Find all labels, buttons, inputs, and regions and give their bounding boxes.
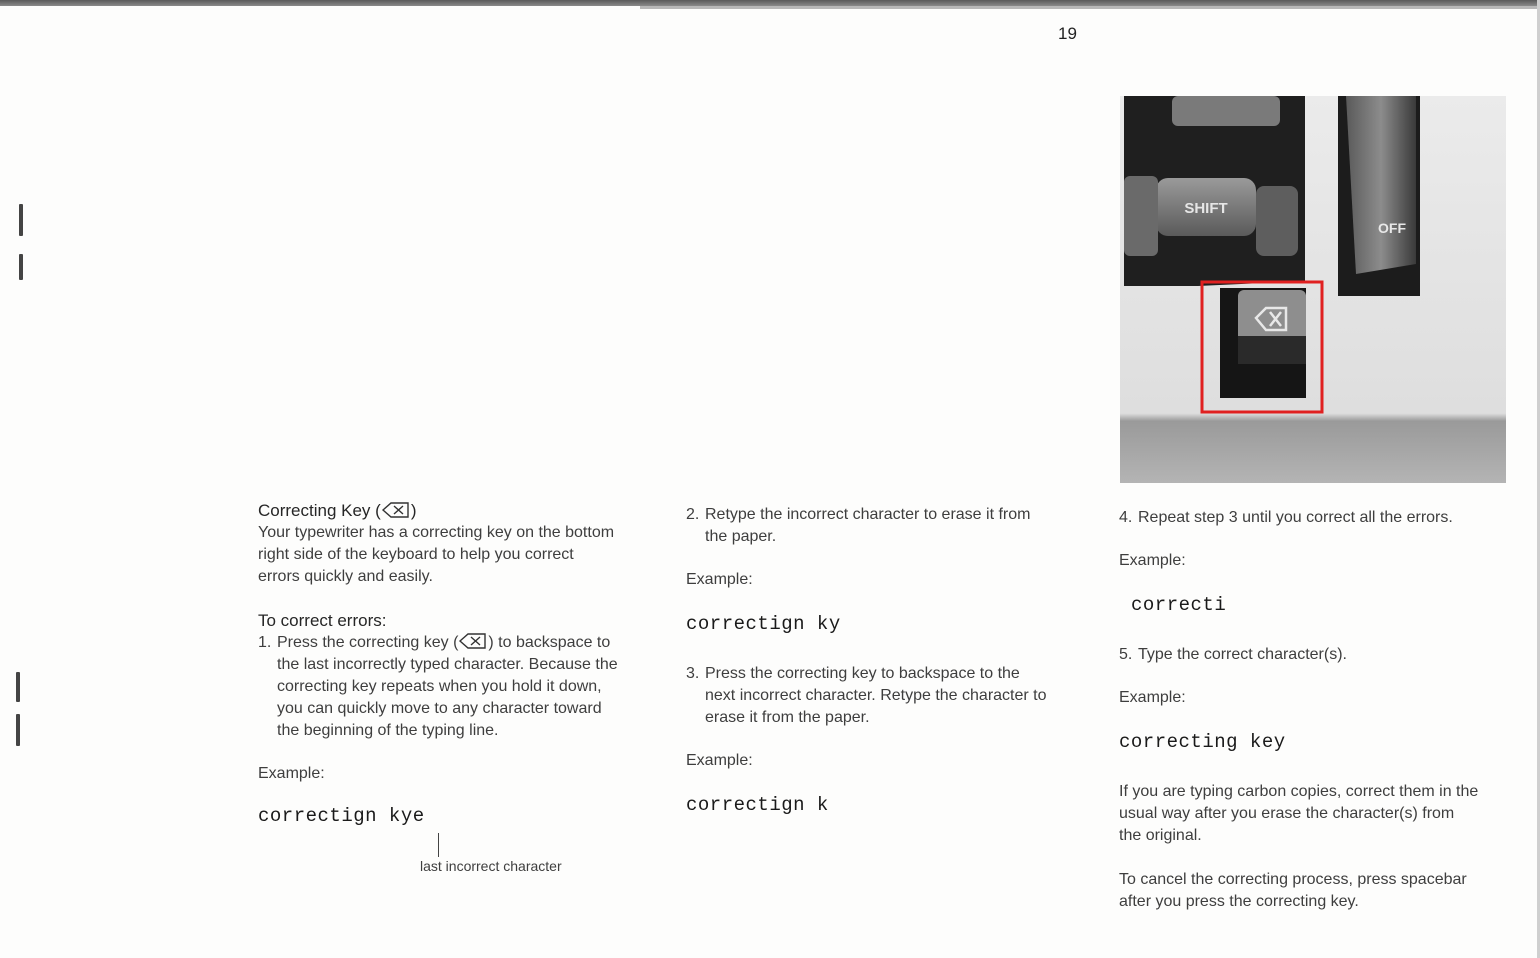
example-text: correcti bbox=[1131, 594, 1227, 616]
example-label: Example: bbox=[686, 752, 753, 769]
example-text: correctign kye bbox=[258, 805, 425, 827]
example-text: correctign ky bbox=[686, 613, 841, 635]
right-column bbox=[1119, 507, 1529, 913]
note-line: usual way after you erase the character(s) from bbox=[1119, 805, 1455, 822]
intro-line: errors quickly and easily. bbox=[258, 568, 433, 585]
step-line: the beginning of the typing line. bbox=[277, 722, 499, 739]
off-key-label: OFF bbox=[1378, 220, 1406, 236]
intro-line: Your typewriter has a correcting key on the bottom bbox=[258, 524, 615, 541]
keyboard-photo bbox=[1120, 96, 1506, 483]
step-number: 4. bbox=[1119, 509, 1133, 526]
note-line: after you press the correcting key. bbox=[1119, 893, 1359, 910]
binding-mark bbox=[16, 672, 20, 702]
step-number: 2. bbox=[686, 506, 700, 523]
page-number: 19 bbox=[1058, 24, 1077, 43]
binding-mark bbox=[16, 714, 20, 746]
step-line: Repeat step 3 until you correct all the errors. bbox=[1138, 509, 1453, 526]
step-line: Type the correct character(s). bbox=[1138, 646, 1347, 663]
step-line: Press the correcting key to backspace to the bbox=[705, 665, 1020, 682]
step-4 bbox=[1119, 507, 1529, 529]
note-line: If you are typing carbon copies, correct them in the bbox=[1119, 783, 1479, 800]
left-column bbox=[258, 500, 658, 827]
binding-mark bbox=[19, 204, 23, 236]
step-line: erase it from the paper. bbox=[705, 709, 870, 726]
example-text: correctign k bbox=[686, 794, 829, 816]
step-number: 5. bbox=[1119, 646, 1133, 663]
pointer-label: last incorrect character bbox=[420, 858, 562, 874]
note-line: To cancel the correcting process, press spacebar bbox=[1119, 871, 1467, 888]
section-heading: Correcting Key ( ) bbox=[258, 501, 417, 520]
keyboard-photo-svg bbox=[1120, 96, 1506, 483]
step-2 bbox=[686, 504, 1086, 548]
pointer-line bbox=[438, 833, 439, 857]
example-label: Example: bbox=[1119, 552, 1186, 569]
step-line: correcting key repeats when you hold it down, bbox=[277, 678, 602, 695]
step-line: the paper. bbox=[705, 528, 777, 545]
note-cancel bbox=[1119, 869, 1529, 913]
example-label: Example: bbox=[258, 765, 325, 782]
note-carbon-copies bbox=[1119, 781, 1529, 847]
step-line: the last incorrectly typed character. Because the bbox=[277, 656, 618, 673]
example-label: Example: bbox=[686, 571, 753, 588]
intro-line: right side of the keyboard to help you correct bbox=[258, 546, 574, 563]
step-line: Press the correcting key ( ) to backspace to bbox=[277, 634, 611, 651]
middle-column bbox=[686, 504, 1086, 816]
step-number: 1. bbox=[258, 634, 272, 651]
step-3 bbox=[686, 663, 1086, 729]
step-line: next incorrect character. Retype the character to bbox=[705, 687, 1047, 704]
example-text: correcting key bbox=[1119, 731, 1286, 753]
scan-top-shadow bbox=[640, 6, 1540, 9]
shift-key-label: SHIFT bbox=[1184, 200, 1228, 217]
step-1 bbox=[258, 632, 658, 742]
step-line: Retype the incorrect character to erase it from bbox=[705, 506, 1031, 523]
step-5 bbox=[1119, 644, 1529, 666]
correcting-key-icon bbox=[458, 632, 488, 650]
step-number: 3. bbox=[686, 665, 700, 682]
example-label: Example: bbox=[1119, 689, 1186, 706]
binding-mark bbox=[19, 254, 23, 280]
correcting-key-icon bbox=[381, 501, 411, 519]
sub-heading: To correct errors: bbox=[258, 611, 387, 630]
note-line: the original. bbox=[1119, 827, 1202, 844]
step-line: you can quickly move to any character toward bbox=[277, 700, 602, 717]
